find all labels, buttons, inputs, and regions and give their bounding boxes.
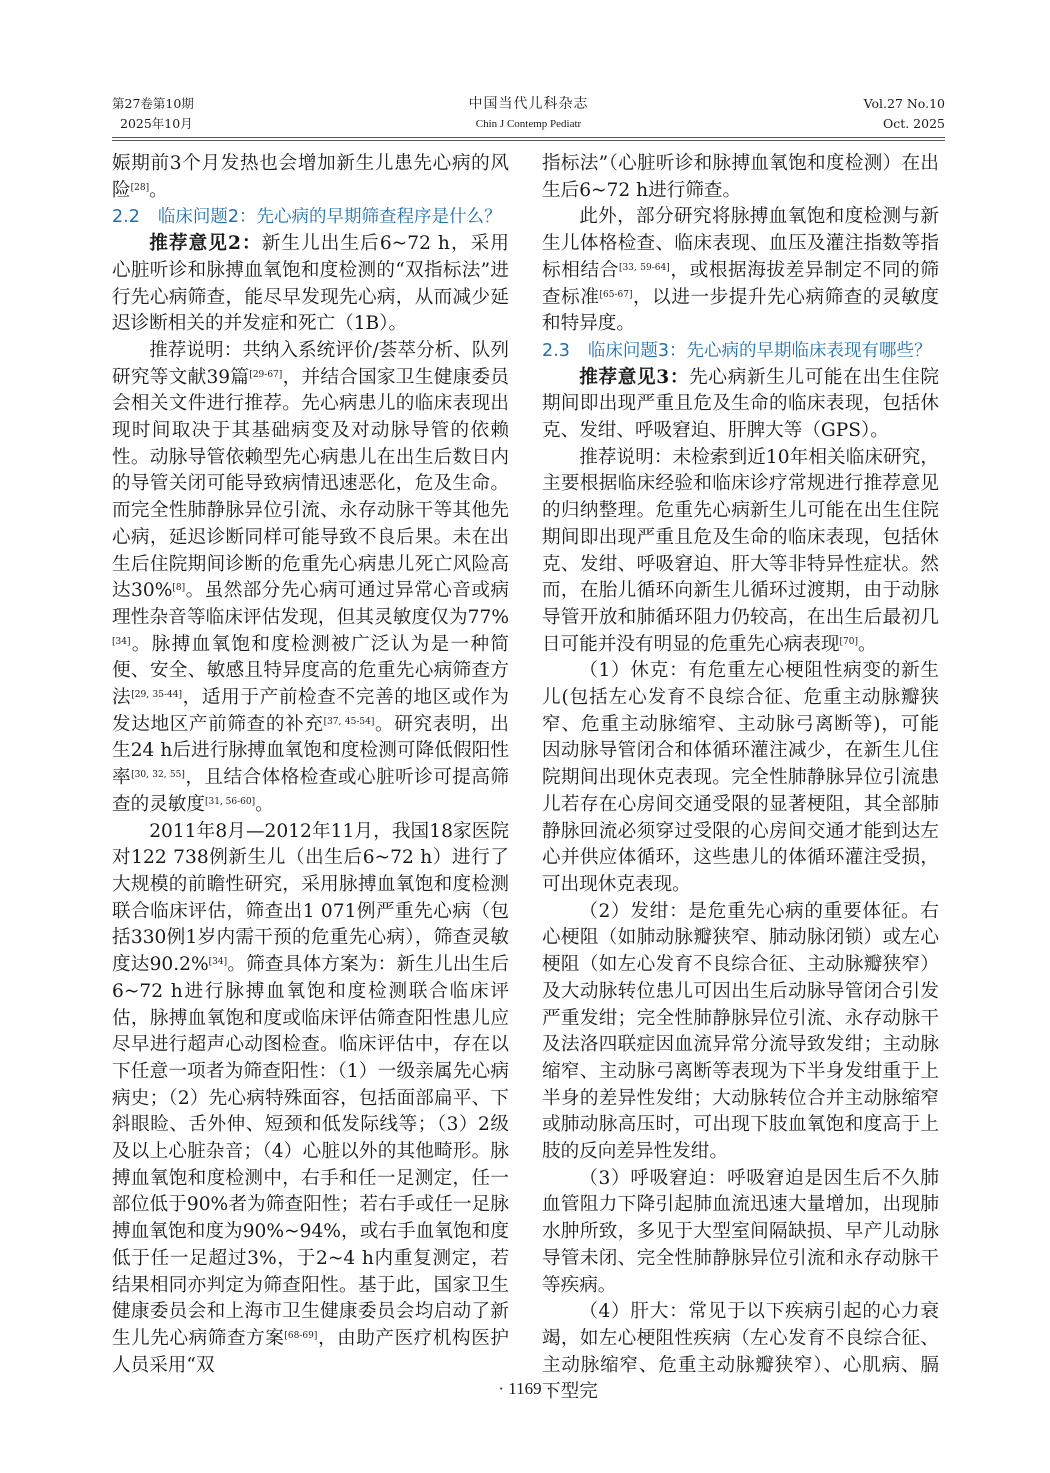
citation: [37, 45-54] — [323, 716, 375, 727]
citation: [30, 32, 55] — [131, 770, 185, 781]
header-volume-en — [864, 94, 945, 134]
header-volume-issue: 第27卷第10期 — [112, 96, 194, 111]
section-heading-2-3 — [542, 338, 939, 365]
page-number: · 1169 · — [498, 1379, 552, 1398]
citation: [68-69] — [284, 1330, 318, 1341]
citation: [70] — [839, 636, 858, 647]
section-title: 临床问题2：先心病的早期筛查程序是什么？ — [157, 207, 502, 228]
journal-title-cn: 中国当代儿科杂志 — [468, 96, 589, 112]
section-heading-2-2 — [112, 204, 509, 231]
recommendation-label: 推荐意见2： — [149, 233, 262, 255]
recommendation-label: 推荐意见3： — [579, 366, 690, 388]
header-date-en: Oct. 2025 — [882, 116, 945, 131]
citation: [8] — [172, 583, 186, 594]
running-header — [112, 94, 945, 138]
citation: [33, 59-64] — [618, 262, 670, 273]
header-rule-top — [112, 137, 945, 138]
list-item-cyanosis: （2）发绀：是危重先心病的重要体征。右心梗阻（如肺动脉瓣狭窄、肺动脉闭锁）或左心梗阻（如左心发育不良综合征、主动脉瓣狭窄）及大动脉转位患儿可因出生后动脉导管闭合引发严重发绀；完全性肺静脉异位引流、永存动脉干及法洛四联症因血流异常分流导致发绀；主动脉缩窄、主动脉弓离断等表现为下半身发绀重于上半身的差异性发绀；大动脉转位合并主动脉缩窄或肺动脉高压时，可出现下肢血氧饱和度高于上肢的反向差异性发绀。 — [542, 900, 939, 1163]
journal-title-en: Chin J Contemp Pediatr — [475, 118, 582, 130]
citation: [29-67] — [249, 369, 283, 380]
header-vol-no: Vol.27 No.10 — [863, 96, 945, 111]
explanation-3: 推荐说明：未检索到近10年相关临床研究，主要根据临床经验和临床诊疗常规进行推荐意见的归纳整理。危重先心病新生儿可能在出生住院期间即出现严重且危及生命的临床表现，包括休克、发绀、呼吸窘迫、肝大等非特异性症状。然而，在胎儿循环向新生儿循环过渡期，由于动脉导管开放和肺循环阻力仍较高，在出生后最初几日可能并没有明显的危重先心病表现[70]。 — [542, 446, 939, 655]
right-column — [542, 151, 939, 1406]
citation: [29, 35-44] — [131, 690, 183, 701]
section-title: 临床问题3：先心病的早期临床表现有哪些？ — [587, 340, 932, 361]
explanation-2: 推荐说明：共纳入系统评价/荟萃分析、队列研究等文献39篇[29-67]，并结合国家卫生健康委员会相关文件进行推荐。先心病患儿的临床表现出现时间取决于其基础病变及对动脉导管的依赖性。动脉导管依赖型先心病患儿在出生后数日内的导管关闭可能导致病情迅速恶化，危及生命。而完全性肺静脉异位引流、永存动脉干等其他先心病，延迟诊断同样可能导致不良后果。未在出生后住院期间诊断的危重先心病患儿死亡风险高达30%[8]。虽然部分先心病可通过异常心音或病理性杂音等临床评估发现，但其灵敏度仅为77%[34]。脉搏血氧饱和度检测被广泛认为是一种简便、安全、敏感且特异度高的危重先心病筛查方法[29, 35-44]，适用于产前检查不完善的地区或作为发达地区产前筛查的补充[37, 45-54]。研究表明，出生24 h后进行脉搏血氧饱和度检测可降低假阳性率[30, 32, 55]，且结合体格检查或心脏听诊可提高筛查的灵敏度[31, 56-60]。 — [112, 339, 509, 815]
study-paragraph: 2011年8月—2012年11月，我国18家医院对122 738例新生儿（出生后6~72 h）进行了大规模的前瞻性研究，采用脉搏血氧饱和度检测联合临床评估，筛查出1 071例严重先心病（包括330例1岁内需干预的危重先心病），筛查灵敏度达90.2%[34]。筛查具体方案为：新生儿出生后6~72 h进行脉搏血氧饱和度检测联合临床评估，脉搏血氧饱和度或临床评估筛查阳性患儿应尽早进行超声心动图检查。临床评估中，存在以下任意一项者为筛查阳性：（1）一级亲属先心病病史；（2）先心病特殊面容，包括面部扁平、下斜眼睑、舌外伸、短颈和低发际线等；（3）2级及以上心脏杂音；（4）心脏以外的其他畸形。脉搏血氧饱和度检测中，右手和任一足测定，任一部位低于90%者为筛查阳性；若右手或任一足脉搏血氧饱和度为90%~94%，或右手血氧饱和度低于任一足超过3%，于2~4 h内重复测定，若结果相同亦判定为筛查阳性。基于此，国家卫生健康委员会和上海市卫生健康委员会均启动了新生儿先心病筛查方案[68-69]，由助产医疗机构医护人员采用“双 — [112, 820, 509, 1376]
citation: [28] — [130, 182, 150, 193]
citation: [31, 56-60] — [204, 796, 256, 807]
recommendation-2: 推荐意见2：新生儿出生后6~72 h，采用心脏听诊和脉搏血氧饱和度检测的“双指标法”进行先心病筛查，能尽早发现先心病，从而减少延迟诊断相关的并发症和死亡（1B）。 — [112, 233, 509, 335]
section-number: 2.3 — [542, 340, 570, 361]
left-column — [112, 151, 509, 1379]
citation: [34] — [208, 957, 228, 968]
citation: [65-67] — [599, 289, 633, 300]
header-journal — [112, 94, 945, 134]
citation: [34] — [112, 636, 131, 647]
header-date-cn: 2025年10月 — [120, 116, 193, 131]
paragraph: 此外，部分研究将脉搏血氧饱和度检测与新生儿体格检查、临床表现、血压及灌注指数等指标相结合[33, 59-64]，或根据海拔差异制定不同的筛查标准[65-67]，以进一步提升先心病筛查的灵敏度和特异度。 — [542, 206, 939, 335]
list-item-hepatomegaly: （4）肝大：常见于以下疾病引起的心力衰竭，如左心梗阻性疾病（左心发育不良综合征、主动脉缩窄、危重主动脉瓣狭窄）、心肌病、膈下型完 — [542, 1301, 939, 1403]
recommendation-3: 推荐意见3：先心病新生儿可能在出生住院期间即出现严重且危及生命的临床表现，包括休克、发绀、呼吸窘迫、肝脾大等（GPS）。 — [542, 366, 939, 442]
list-item-respiratory-distress: （3）呼吸窘迫：呼吸窘迫是因生后不久肺血管阻力下降引起肺血流迅速大量增加，出现肺水肿所致，多见于大型室间隔缺损、早产儿动脉导管未闭、完全性肺静脉异位引流和永存动脉干等疾病。 — [542, 1167, 939, 1296]
paragraph-continued: 指标法”（心脏听诊和脉搏血氧饱和度检测）在出生后6~72 h进行筛查。 — [542, 153, 939, 201]
section-number: 2.2 — [112, 207, 140, 228]
paragraph: 娠期前3个月发热也会增加新生儿患先心病的风险[28]。 — [112, 153, 509, 201]
header-rule-bottom — [112, 140, 945, 141]
list-item-shock: （1）休克：有危重左心梗阻性病变的新生儿(包括左心发育不良综合征、危重主动脉瓣狭窄、危重主动脉缩窄、主动脉弓离断等)，可能因动脉导管闭合和体循环灌注减少，在新生儿住院期间出现休克表现。完全性肺静脉异位引流患儿若存在心房间交通受限的显著梗阻，其全部肺静脉回流必须穿过受限的心房间交通才能到达左心并供应体循环，这些患儿的体循环灌注受损，可出现休克表现。 — [542, 660, 939, 895]
